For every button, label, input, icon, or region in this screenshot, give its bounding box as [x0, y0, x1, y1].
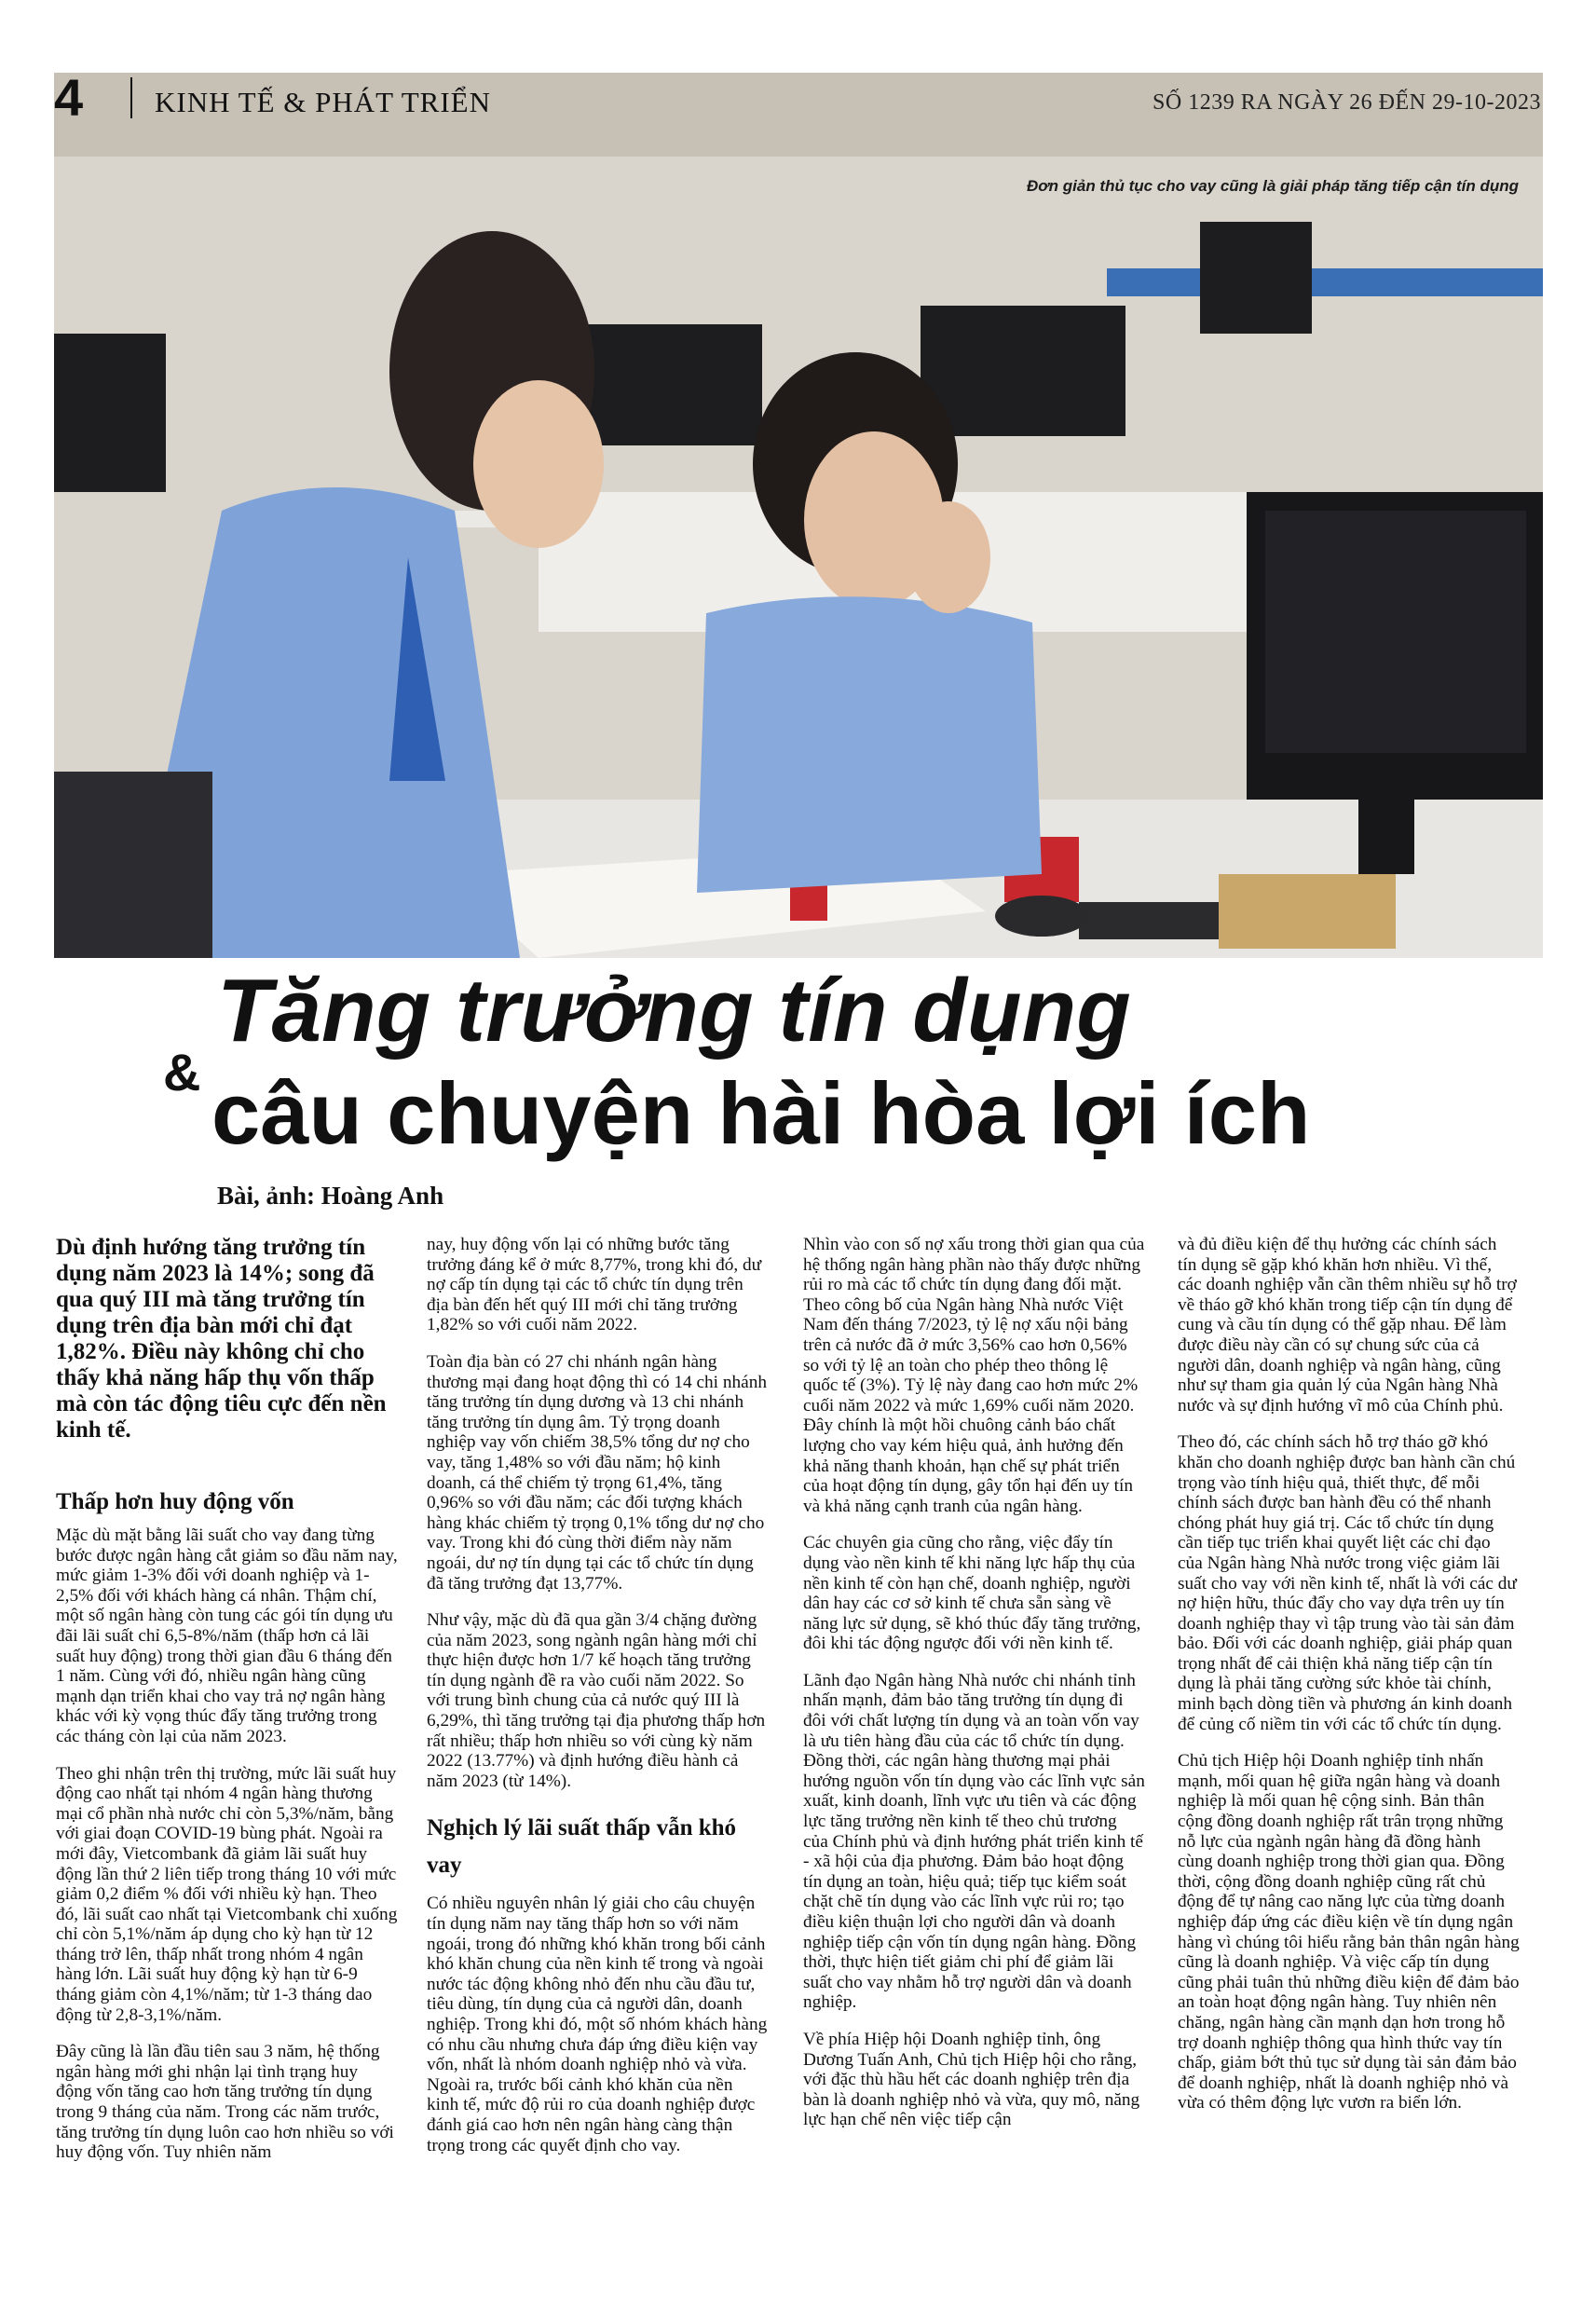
headline-line-2: câu chuyện hài hòa lợi ích — [211, 1064, 1311, 1162]
body-paragraph: Có nhiều nguyên nhân lý giải cho câu chuyện tín dụng năm nay tăng thấp hơn so với năm ngoái, trong đó những khó khăn trong bối cảnh khó khăn chung của nền kinh tế trong và ngoài nước tác động không nhỏ đến nhu cầu đầu tư, tiêu dùng, tín dụng của cả người dân, doanh nghiệp. Trong khi đó, một số nhóm khách hàng có nhu cầu nhưng chưa đáp ứng điều kiện vay vốn, nhất là nhóm doanh nghiệp nhỏ và vừa. Ngoài ra, trước bối cảnh khó khăn của nền kinh tế, mức độ rủi ro của doanh nghiệp được đánh giá cao hơn nên ngân hàng càng thận trọng trong các quyết định cho vay. — [427, 1894, 768, 2155]
issue-info: SỐ 1239 RA NGÀY 26 ĐẾN 29-10-2023 — [1153, 90, 1541, 115]
article-column-4 — [1178, 1235, 1520, 2130]
body-paragraph: Nhìn vào con số nợ xấu trong thời gian qua của hệ thống ngân hàng phần nào thấy được những rủi ro mà các tổ chức tín dụng đang đối mặt. Theo công bố của Ngân hàng Nhà nước Việt Nam đến tháng 7/2023, tỷ lệ nợ xấu nội bảng trên cả nước đã ở mức 3,56% cao hơn 0,56% so với tỷ lệ an toàn cho phép theo thông lệ quốc tế (3%). Tỷ lệ này đang cao hơn mức 2% cuối năm 2022 và mức 1,69% cuối năm 2020. Đây chính là một hồi chuông cảnh báo chất lượng cho vay kém hiệu quả, ảnh hưởng đến khả năng thanh khoản, hạn chế sự phát triển của hoạt động tín dụng, gây tổn hại đến uy tín và khả năng cạnh tranh của ngân hàng. — [803, 1235, 1145, 1516]
page-number: 4 — [54, 68, 84, 127]
body-paragraph: Chủ tịch Hiệp hội Doanh nghiệp tỉnh nhấn mạnh, mối quan hệ giữa ngân hàng và doanh nghiệp là mối quan hệ cộng sinh. Bản thân cộng đồng doanh nghiệp rất trân trọng những nỗ lực của ngành ngân hàng đã đồng hành cùng doanh nghiệp trong thời gian qua. Đồng thời, cộng đồng doanh nghiệp cũng rất chủ động để tự nâng cao năng lực của từng doanh nghiệp đáp ứng các điều kiện về tín dụng ngân hàng vì chúng tôi hiểu rằng bản thân ngân hàng cũng là doanh nghiệp. Và việc cấp tín dụng cũng phải tuân thủ những điều kiện để đảm bảo an toàn hoạt động ngân hàng. Tuy nhiên nên chăng, ngân hàng cần mạnh dạn hơn trong hỗ trợ doanh nghiệp thông qua hình thức vay tín chấp, giảm bớt thủ tục sử dụng tài sản đảm bảo để doanh nghiệp, nhất là doanh nghiệp nhỏ và vừa có thêm động lực vươn ra biển lớn. — [1178, 1751, 1520, 2114]
body-paragraph: Về phía Hiệp hội Doanh nghiệp tỉnh, ông Dương Tuấn Anh, Chủ tịch Hiệp hội cho rằng, với đặc thù hầu hết các doanh nghiệp trên địa bàn là doanh nghiệp nhỏ và vừa, quy mô, năng lực hạn chế nên việc tiếp cận — [803, 2029, 1140, 2130]
body-paragraph: Như vậy, mặc dù đã qua gần 3/4 chặng đường của năm 2023, song ngành ngân hàng mới chỉ thực hiện được hơn 1/7 kế hoạch tăng trưởng tín dụng ngành đề ra vào cuối năm 2022. So với trung bình chung của cả nước quý III là 6,29%, thì tăng trưởng tại địa phương thấp hơn rất nhiều; thấp hơn nhiều so với cùng kỳ năm 2022 (13.77%) và định hướng điều hành cả năm 2023 (từ 14%). — [427, 1610, 766, 1791]
section-title: KINH TẾ & PHÁT TRIỂN — [155, 86, 491, 118]
body-paragraph: Lãnh đạo Ngân hàng Nhà nước chi nhánh tỉnh nhấn mạnh, đảm bảo tăng trưởng tín dụng đi đôi với chất lượng tín dụng và an toàn vốn vay là ưu tiên hàng đầu của các tổ chức tín dụng. Đồng thời, các ngân hàng thương mại phải hướng nguồn vốn tín dụng vào các lĩnh vực sản xuất, kinh doanh, lĩnh vực ưu tiên và các động lực tăng trưởng nền kinh tế theo chủ trương của Chính phủ và định hướng phát triển kinh tế - xã hội của địa phương. Đảm bảo hoạt động tín dụng an toàn, hiệu quả; tiếp tục kiểm soát chặt chẽ tín dụng vào các lĩnh vực rủi ro; tạo điều kiện thuận lợi cho người dân và doanh nghiệp tiếp cận vốn tín dụng ngân hàng. Đồng thời, thực hiện tiết giảm chi phí để giảm lãi suất cho vay nhằm hỗ trợ người dân và doanh nghiệp. — [803, 1670, 1145, 2013]
article-column-3 — [803, 1235, 1145, 2147]
body-paragraph: Các chuyên gia cũng cho rằng, việc đẩy tín dụng vào nền kinh tế khi năng lực hấp thụ của nền kinh tế còn hạn chế, doanh nghiệp, người dân hay các cơ sở kinh tế chưa sẵn sàng về năng lực sử dụng, sẽ khó thúc đẩy tăng trưởng, đôi khi tác động ngược đối với nền kinh tế. — [803, 1533, 1141, 1654]
article-column-1 — [56, 1235, 398, 2180]
header-divider — [130, 77, 132, 118]
headline-ampersand: & — [163, 1043, 201, 1101]
body-paragraph: Theo ghi nhận trên thị trường, mức lãi suất huy động cao nhất tại nhóm 4 ngân hàng thương mại cổ phần nhà nước chỉ còn 5,3%/năm, bằng với giai đoạn COVID-19 bùng phát. Ngoài ra mới đây, Vietcombank đã giảm lãi suất huy động lần thứ 2 liên tiếp trong tháng 10 với mức giảm 0,2 điểm % đối với nhiều kỳ hạn. Theo đó, lãi suất cao nhất tại Vietcombank chỉ xuống chỉ còn 5,1%/năm áp dụng cho kỳ hạn từ 12 tháng trở lên, thấp nhất trong nhóm 4 ngân hàng lớn. Lãi suất huy động kỳ hạn từ 6-9 tháng giảm còn 4,1%/năm; từ 1-3 tháng dao động từ 2,8-3,1%/năm. — [56, 1763, 398, 2025]
body-paragraph: và đủ điều kiện để thụ hưởng các chính sách tín dụng sẽ gặp khó khăn hơn nhiều. Vì thế, các doanh nghiệp vẫn cần thêm nhiều sự hỗ trợ về tháo gỡ khó khăn trong tiếp cận tín dụng để cung và cầu tín dụng có thể gặp nhau. Để làm được điều này cần có sự chung sức của cả người dân, doanh nghiệp và ngân hàng, cũng như sự tham gia quản lý của Ngân hàng Nhà nước và sự định hướng vĩ mô của Chính phủ. — [1178, 1235, 1517, 1416]
page-header — [54, 70, 1541, 126]
body-paragraph: Toàn địa bàn có 27 chi nhánh ngân hàng thương mại đang hoạt động thì có 14 chi nhánh tăng trưởng tín dụng dương và 13 chi nhánh tăng trưởng tín dụng âm. Tỷ trọng doanh nghiệp vay vốn chiếm 38,5% tổng dư nợ cho vay, tăng 1,48% so với đầu năm; hộ kinh doanh, cá thể chiếm tỷ trọng 61,4%, tăng 0,96% so với đầu năm; các đối tượng khách hàng khác chiếm tỷ trọng 0,1% tổng dư nợ cho vay. Trong khi đó cùng thời điểm này năm ngoái, dư nợ tín dụng tại các tổ chức tín dụng đã tăng trưởng đạt 13,77%. — [427, 1351, 767, 1594]
body-paragraph: Theo đó, các chính sách hỗ trợ tháo gỡ khó khăn cho doanh nghiệp được ban hành cần chú trọng vào tính hiệu quả, thiết thực, để mỗi chính sách được ban hành đều có thể nhanh chóng phát huy giá trị. Các tổ chức tín dụng cần tiếp tục triển khai quyết liệt các chỉ đạo của Ngân hàng Nhà nước trong việc giảm lãi suất cho vay với nền kinh tế, nhất là với các dư nợ hiện hữu, thúc đẩy cho vay dựa trên uy tín doanh nghiệp thay vì tập trung vào tài sản đảm bảo. Đối với các doanh nghiệp, giải pháp quan trọng nhất để cải thiện khả năng tiếp cận tín dụng là phải tăng cường sức khỏe tài chính, minh bạch dòng tiền và phương án kinh doanh để củng cố niềm tin với các tổ chức tín dụng. — [1178, 1432, 1517, 1734]
byline: Bài, ảnh: Hoàng Anh — [217, 1182, 444, 1210]
photo-bank-office-scene — [54, 73, 1543, 958]
subheading: Nghịch lý lãi suất thấp vẫn khó vay — [427, 1815, 737, 1879]
body-paragraph: Đây cũng là lần đầu tiên sau 3 năm, hệ thống ngân hàng mới ghi nhận lại tình trạng huy động vốn tăng cao hơn tăng trưởng tín dụng trong 9 tháng của năm. Trong các năm trước, tăng trưởng tín dụng luôn cao hơn nhiều so với huy động vốn. Tuy nhiên năm — [56, 2042, 394, 2163]
body-paragraph: nay, huy động vốn lại có những bước tăng trưởng đáng kể ở mức 8,77%, trong khi đó, dư nợ cấp tín dụng tại các tổ chức tín dụng trên địa bàn đến hết quý III mới chỉ tăng trưởng 1,82% so với cuối năm 2022. — [427, 1235, 762, 1335]
article-column-2 — [427, 1235, 769, 2172]
photo-caption: Đơn giản thủ tục cho vay cũng là giải pháp tăng tiếp cận tín dụng — [1026, 177, 1519, 195]
article-photo — [54, 73, 1543, 958]
lead-paragraph: Dù định hướng tăng trưởng tín dụng năm 2023 là 14%; song đã qua quý III mà tăng trưởng tín dụng trên địa bàn mới chỉ đạt 1,82%. Điều này không chỉ cho thấy khả năng hấp thụ vốn thấp mà còn tác động tiêu cực đến nền kinh tế. — [56, 1235, 387, 1443]
subheading: Thấp hơn huy động vốn — [56, 1489, 294, 1514]
headline-line-1: Tăng trưởng tín dụng — [217, 961, 1131, 1060]
body-paragraph: Mặc dù mặt bằng lãi suất cho vay đang từng bước được ngân hàng cắt giảm so đầu năm nay, mức giảm 1-3% đối với doanh nghiệp và 1-2,5% đối với khách hàng cá nhân. Thậm chí, một số ngân hàng còn tung các gói tín dụng ưu đãi lãi suất chỉ 6,5-8%/năm (thấp hơn cả lãi suất huy động) trong thời gian đầu 6 tháng đến 1 năm. Cùng với đó, nhiều ngân hàng cũng mạnh dạn triển khai cho vay trả nợ ngân hàng khác với kỳ vọng thúc đẩy tăng trưởng trong các tháng còn lại của năm 2023. — [56, 1525, 398, 1746]
